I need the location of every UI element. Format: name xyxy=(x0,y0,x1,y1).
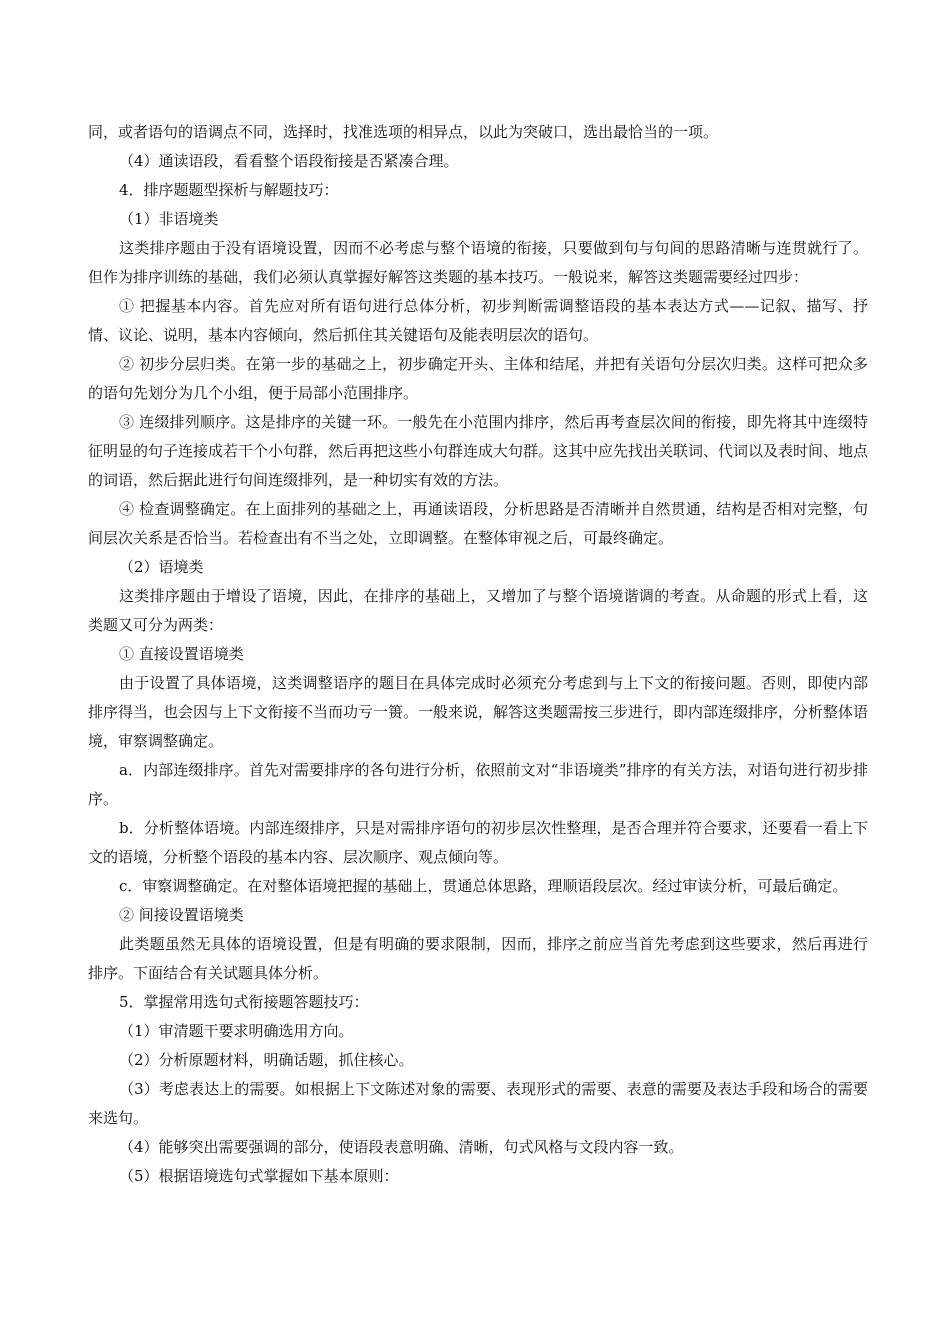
paragraph: （4）通读语段，看看整个语段衔接是否紧凑合理。 xyxy=(119,152,459,170)
list-item: ② 初步分层归类。在第一步的基础之上，初步确定开头、主体和结尾，并把有关语句分层次归类。这样可把众多的语句先划分为几个小组，便于局部小范围排序。 xyxy=(88,355,868,402)
paragraph: 由于设置了具体语境，这类调整语序的题目在具体完成时必须充分考虑到与上下文的衔接问题。否则，即使内部排序得当，也会因与上下文衔接不当而功亏一篑。一般来说，解答这类题需按三步进行，即内部连缀排序，分析整体语境，审察调整确定。 xyxy=(88,674,869,750)
subsection-heading: （2）语境类 xyxy=(119,558,204,576)
list-item: （3）考虑表达上的需要。如根据上下文陈述对象的需要、表现形式的需要、表意的需要及表达手段和场合的需要来选句。 xyxy=(88,1080,868,1127)
paragraph: 这类排序题由于增设了语境，因此，在排序的基础上，又增加了与整个语境谐调的考查。从命题的形式上看，这类题又可分为两类： xyxy=(88,587,868,634)
list-item: （1）审清题干要求明确选用方向。 xyxy=(119,1022,354,1040)
list-item: a．内部连缀排序。首先对需要排序的各句进行分析，依照前文对“非语境类”排序的有关方法，对语句进行初步排序。 xyxy=(88,761,868,808)
paragraph: 这类排序题由于没有语境设置，因而不必考虑与整个语境的衔接，只要做到句与句间的思路清晰与连贯就行了。但作为排序训练的基础，我们必须认真掌握好解答这类题的基本技巧。一般说来，解答这类题需要经过四步： xyxy=(88,239,868,286)
subsection-heading: （1）非语境类 xyxy=(119,210,219,228)
list-item: ④ 检查调整确定。在上面排列的基础之上，再通读语段，分析思路是否清晰并自然贯通，结构是否相对完整，句间层次关系是否恰当。若检查出有不当之处，立即调整。在整体审视之后，可最终确定。 xyxy=(88,500,868,547)
list-item: （2）分析原题材料，明确话题，抓住核心。 xyxy=(119,1051,414,1069)
list-item: ③ 连缀排列顺序。这是排序的关键一环。一般先在小范围内排序，然后再考查层次间的衔接，即先将其中连缀特征明显的句子连接成若干个小句群，然后再把这些小句群连成大句群。这其中应先找出关联词、代词以及表时间、地点的词语，然后据此进行句间连缀排列，是一种切实有效的方法。 xyxy=(88,413,869,489)
paragraph: 此类题虽然无具体的语境设置，但是有明确的要求限制，因而，排序之前应当首先考虑到这些要求，然后再进行排序。下面结合有关试题具体分析。 xyxy=(88,935,868,982)
list-item: ① 直接设置语境类 xyxy=(119,645,244,663)
paragraph: 同，或者语句的语调点不同，选择时，找准选项的相异点，以此为突破口，选出最恰当的一项。 xyxy=(88,123,719,141)
list-item: （5）根据语境选句式掌握如下基本原则： xyxy=(119,1167,399,1185)
list-item: c．审察调整确定。在对整体语境把握的基础上，贯通总体思路，理顺语段层次。经过审读分析，可最后确定。 xyxy=(119,877,848,895)
document-body xyxy=(88,118,868,1191)
list-item: ② 间接设置语境类 xyxy=(119,906,244,924)
section-heading: 5．掌握常用选句式衔接题答题技巧： xyxy=(119,993,369,1011)
list-item: （4）能够突出需要强调的部分，使语段表意明确、清晰，句式风格与文段内容一致。 xyxy=(119,1138,684,1156)
list-item: b．分析整体语境。内部连缀排序，只是对需排序语句的初步层次性整理，是否合理并符合要求，还要看一看上下文的语境，分析整个语段的基本内容、层次顺序、观点倾向等。 xyxy=(88,819,868,866)
section-heading: 4．排序题题型探析与解题技巧： xyxy=(119,181,339,199)
list-item: ① 把握基本内容。首先应对所有语句进行总体分析，初步判断需调整语段的基本表达方式——记叙、描写、抒情、议论、说明，基本内容倾向，然后抓住其关键语句及能表明层次的语句。 xyxy=(88,297,868,344)
